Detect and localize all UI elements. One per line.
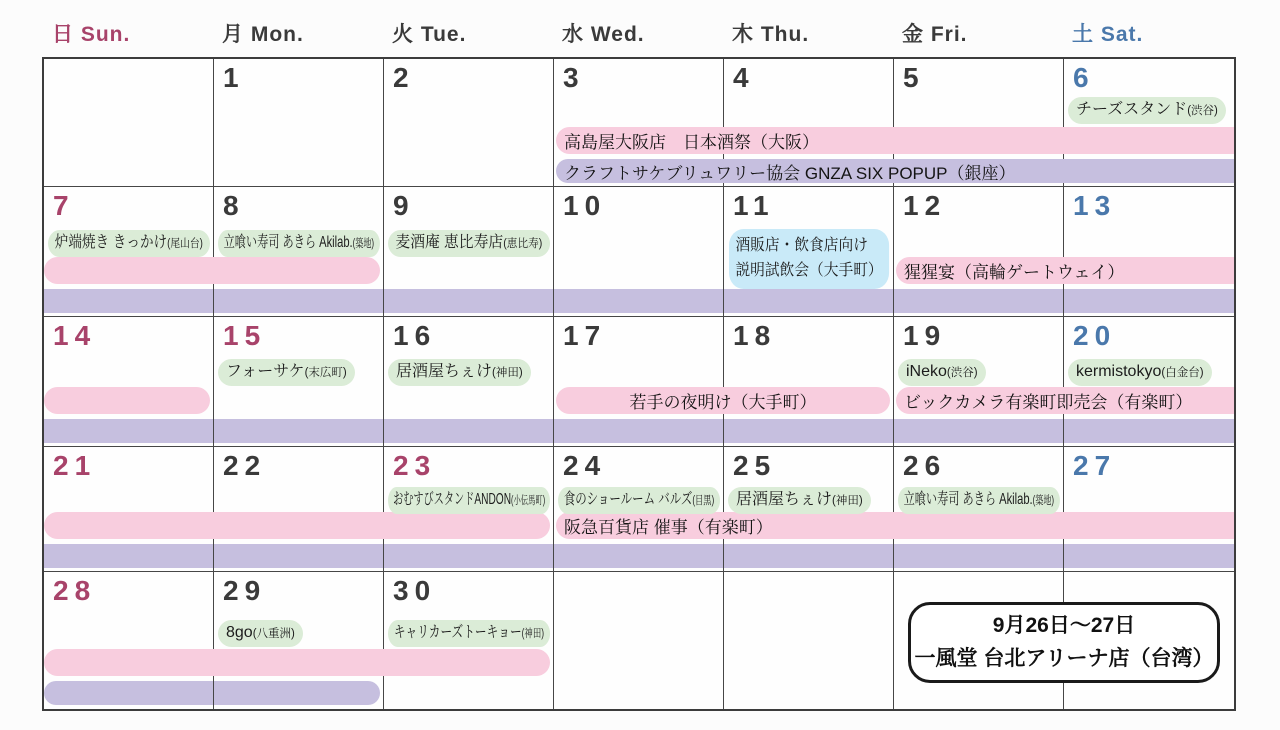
day-number: 1 [223,62,245,93]
event-bar-label: クラフトサケブリュワリー協会 GNZA SIX POPUP（銀座） [564,163,1016,183]
event-bar-pink [556,387,890,414]
weekday-header [42,14,1232,54]
note-box-line1: 9月26日～27日 [992,613,1136,637]
day-number: 13 [1073,190,1117,221]
event-bar-pink [896,257,1234,284]
event-pill-location: (神田) [521,628,545,640]
day-cell-1 [214,59,384,187]
weekday-header-sun: 日 Sun. [52,23,131,46]
day-number: 14 [53,320,97,351]
day-number: 11 [733,190,775,221]
day-number: 26 [903,450,947,481]
event-pill-label: 炉端焼き きっかけ [54,234,168,251]
event-pill-location: (神田) [492,367,523,379]
note-box-line2: 一風堂 台北アリーナ店（台湾） [914,646,1214,670]
event-pill [388,359,531,386]
day-cell-13 [1064,187,1234,317]
event-pill-label: 立喰い寿司 あきら Akilab. [903,491,1033,508]
day-number: 8 [223,190,245,221]
event-pill-label: チーズスタンド [1076,101,1188,118]
event-pill [558,487,720,514]
event-bar-label: 高島屋大阪店 日本酒祭（大阪） [564,133,819,152]
event-pill [388,487,550,514]
event-bar-pink [556,127,1234,154]
event-pill [898,487,1060,514]
event-pill-location: (恵比寿) [503,238,543,250]
day-number: 21 [53,450,97,481]
event-pill [218,359,355,386]
day-cell-empty [724,572,894,709]
day-number: 2 [393,62,415,93]
event-bar-pink [44,387,210,414]
day-number: 7 [53,190,75,221]
day-number: 29 [223,575,267,606]
event-pill-label: おむすびスタンドANDON [393,491,512,508]
day-number: 5 [903,62,925,93]
day-cell-17 [554,317,724,447]
day-number: 3 [563,62,585,93]
event-bar-label: 若手の夜明け（大手町） [629,393,817,412]
event-bar-purple [556,159,1234,183]
event-bar-pink [556,512,1234,539]
calendar-grid [42,57,1236,711]
event-bar-pink [44,512,550,539]
day-number: 4 [733,62,755,93]
event-pill [728,487,871,514]
day-cell-12 [894,187,1064,317]
event-pill [48,230,210,257]
day-number: 10 [563,190,607,221]
day-number: 12 [903,190,947,221]
weekday-header-day1: 月 Mon. [222,23,304,46]
day-number: 15 [223,320,267,351]
day-cell-empty [44,59,214,187]
event-pill-label: 居酒屋ちぇけ [736,491,833,508]
day-cell-22 [214,447,384,572]
weekday-header-day2: 火 Tue. [392,23,467,46]
day-number: 20 [1073,320,1117,351]
event-pill-blue-line1: 酒販店・飲食店向け [735,237,868,254]
weekday-header-day3: 水 Wed. [562,23,645,46]
event-pill-location: (神田) [832,495,863,507]
event-bar-label: 阪急百貨店 催事（有楽町） [564,518,773,537]
day-number: 24 [563,450,607,481]
event-pill-location: (小伝馬町) [511,495,546,507]
day-cell-empty [554,572,724,709]
event-pill-location: (白金台) [1161,367,1204,379]
event-pill-label: iNeko [906,363,947,380]
day-cell-2 [384,59,554,187]
day-number: 28 [53,575,97,606]
weekday-header-sat: 土 Sat. [1072,23,1144,46]
event-pill-blue [729,229,889,289]
event-pill [388,230,550,257]
day-cell-21 [44,447,214,572]
event-pill-label: 食のショールーム バルズ [563,491,693,508]
day-number: 6 [1073,62,1095,93]
event-pill [898,359,986,386]
event-bar-pink [896,387,1234,414]
day-cell-27 [1064,447,1234,572]
event-pill [388,620,550,647]
day-cell-28 [44,572,214,709]
event-pill-label: キャリカーズトーキョー [393,624,522,641]
event-bar-pink [44,257,380,284]
event-pill-blue-line2: 説明試飲会（大手町） [735,261,883,279]
day-number: 18 [733,320,777,351]
day-number: 23 [393,450,437,481]
event-pill-label: 8go [226,624,253,641]
day-cell-10 [554,187,724,317]
event-pill-location: (八重洲) [252,628,295,640]
event-pill [218,230,380,257]
event-pill [218,620,303,647]
day-number: 17 [563,320,607,351]
day-number: 16 [393,320,437,351]
event-bar-label: ビックカメラ有楽町即売会（有楽町） [904,393,1193,412]
event-pill-label: フォーサケ [226,363,305,380]
event-pill-location: (築地) [1032,495,1055,507]
event-pill-location: (築地) [352,238,375,250]
event-pill-location: (渋谷) [1187,105,1218,117]
day-number: 19 [903,320,947,351]
event-pill [1068,97,1226,124]
event-pill-label: 麦酒庵 恵比寿店 [395,234,504,251]
day-number: 22 [223,450,267,481]
day-cell-18 [724,317,894,447]
day-number: 25 [733,450,777,481]
weekday-header-day5: 金 Fri. [902,23,968,46]
event-pill-label: 立喰い寿司 あきら Akilab. [223,234,353,251]
event-pill-location: (尾山台) [167,238,203,250]
note-box [908,602,1220,683]
event-pill-label: kermistokyo [1076,363,1162,380]
event-pill [1068,359,1212,386]
day-number: 30 [393,575,437,606]
event-bar-label: 猩猩宴（高輪ゲートウェイ） [904,263,1125,282]
event-bar-pink [44,649,550,676]
event-pill-label: 居酒屋ちぇけ [396,363,493,380]
event-pill-location: (目黒) [692,495,715,507]
day-number: 27 [1073,450,1117,481]
weekday-header-day4: 木 Thu. [732,23,810,46]
day-cell-14 [44,317,214,447]
day-number: 9 [393,190,415,221]
event-pill-location: (渋谷) [946,367,978,379]
event-pill-location: (末広町) [304,367,347,379]
